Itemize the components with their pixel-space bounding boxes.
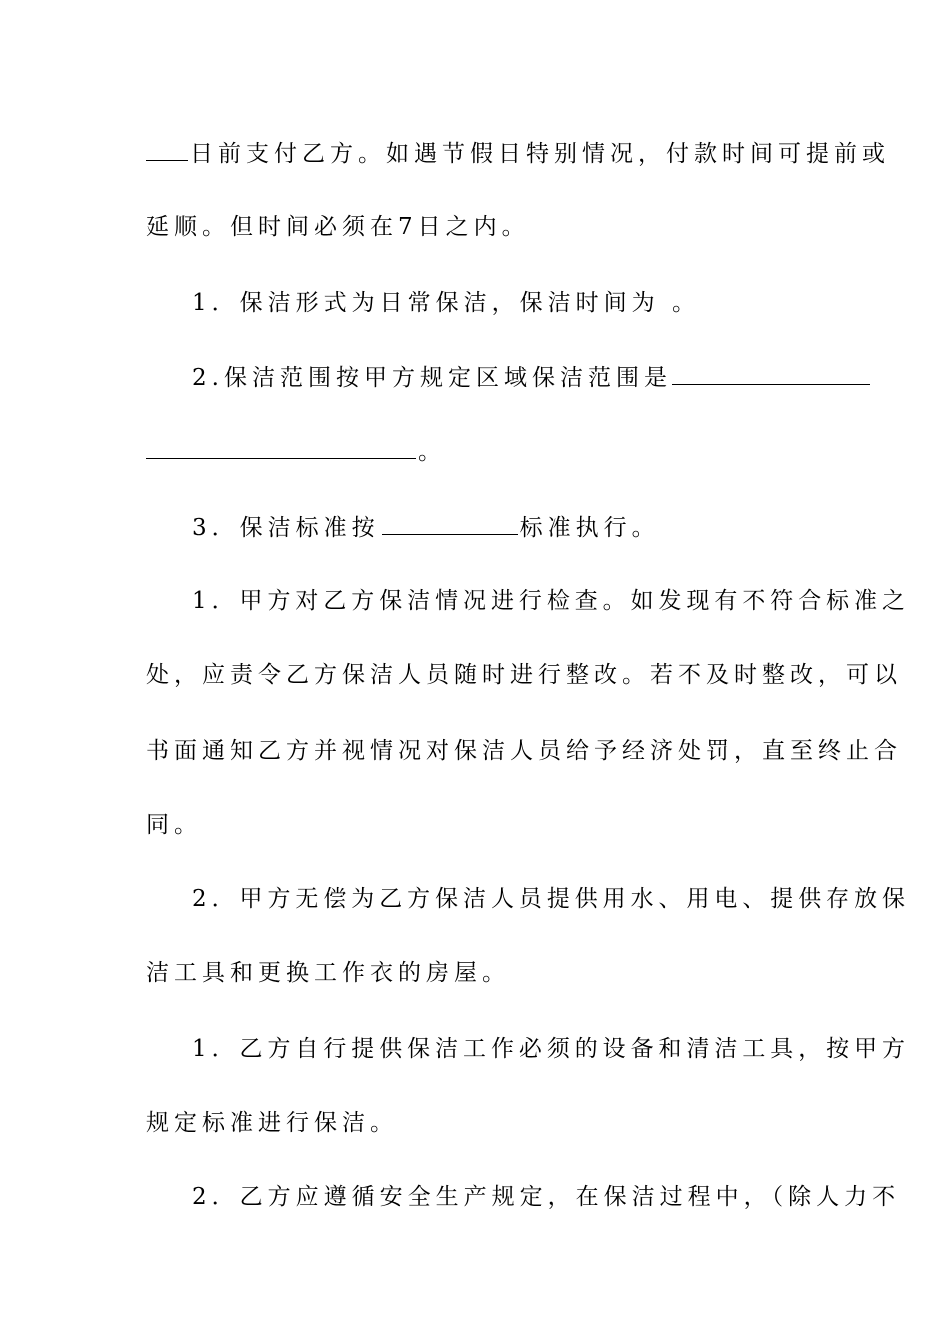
line-text: 1．保洁形式为日常保洁，保洁时间为 。 — [192, 290, 700, 316]
line-text: 日前支付乙方。如遇节假日特别情况，付款时间可提前或 — [190, 141, 890, 167]
line-text: 1．乙方自行提供保洁工作必须的设备和清洁工具，按甲方 — [192, 1036, 910, 1062]
paragraph-line-3 — [192, 288, 700, 318]
fill-in-blank — [672, 362, 870, 385]
line-text: 3．保洁标准按 — [192, 515, 380, 541]
line-text: 1．甲方对乙方保洁情况进行检查。如发现有不符合标准之 — [192, 588, 910, 614]
paragraph-line-11 — [192, 884, 910, 914]
line-text: 2．甲方无偿为乙方保洁人员提供用水、用电、提供存放保 — [192, 886, 910, 912]
paragraph-line-14 — [146, 1108, 398, 1138]
paragraph-line-15 — [192, 1182, 900, 1212]
line-text: 规定标准进行保洁。 — [146, 1110, 398, 1136]
line-text: 。 — [418, 439, 446, 465]
fill-in-blank — [382, 512, 518, 535]
fill-in-blank — [146, 436, 416, 459]
fill-in-blank — [146, 138, 188, 161]
paragraph-line-8 — [146, 660, 902, 690]
paragraph-line-7 — [192, 586, 910, 616]
paragraph-line-12 — [146, 958, 510, 988]
line-text: 处，应责令乙方保洁人员随时进行整改。若不及时整改，可以 — [146, 662, 902, 688]
line-text: 2．乙方应遵循安全生产规定，在保洁过程中，（除人力不 — [192, 1184, 901, 1210]
paragraph-line-9 — [146, 736, 902, 766]
paragraph-line-10 — [146, 810, 202, 840]
paragraph-line-2 — [146, 212, 530, 242]
line-text: 标准执行。 — [519, 515, 660, 541]
paragraph-line-13 — [192, 1034, 910, 1064]
line-text: 同。 — [146, 812, 202, 838]
paragraph-line-4 — [192, 362, 872, 392]
line-text: 延顺。但时间必须在7日之内。 — [146, 214, 530, 240]
line-text: 书面通知乙方并视情况对保洁人员给予经济处罚，直至终止合 — [146, 738, 902, 764]
paragraph-line-5 — [146, 436, 446, 466]
paragraph-line-6 — [192, 512, 660, 542]
paragraph-line-1 — [146, 138, 890, 168]
line-text: 2.保洁范围按甲方规定区域保洁范围是 — [192, 365, 672, 391]
line-text: 洁工具和更换工作衣的房屋。 — [146, 960, 510, 986]
